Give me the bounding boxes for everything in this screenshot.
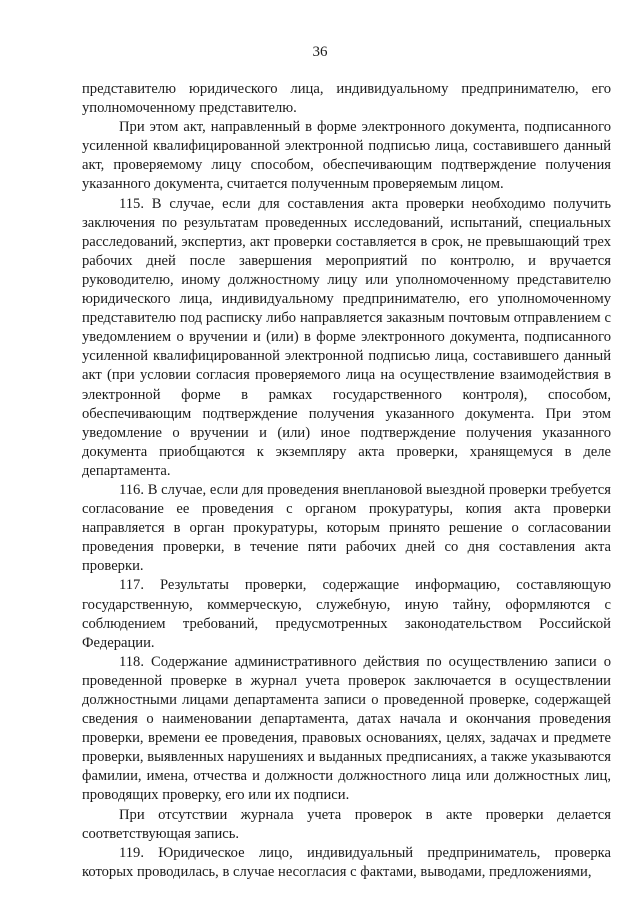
paragraph-119: 119. Юридическое лицо, индивидуальный предприниматель, проверка которых проводилась, в случае несогласия с фактами, выводами, предложениями, <box>82 844 611 880</box>
page-number: 36 <box>312 44 328 60</box>
paragraph-continuation: представителю юридического лица, индивидуальному предпринимателю, его уполномоченному представителю. <box>82 81 611 117</box>
paragraph-journal-absence: При отсутствии журнала учета проверок в акте проверки делается соответствующая запись. <box>82 806 611 842</box>
paragraph-118: 118. Содержание административного действия по осуществлению записи о проведенной проверке в журнал учета проверок заключается в осуществлении должностными лицами департамента записи о проведенной проверке, содержащей сведения о наименовании департамента, датах начала и окончания проведения проверки, времени ее проведения, правовых основаниях, целях, задачах и предмете проверки, выявленных нарушениях и выданных предписаниях, а также указываются фамилии, имена, отчества и должности должностного лица или должностных лиц, проводящих проверку, его или их подписи. <box>82 653 611 804</box>
document-body <box>82 80 611 882</box>
paragraph-115: 115. В случае, если для составления акта проверки необходимо получить заключения по результатам проведенных исследований, испытаний, специальных расследований, экспертиз, акт проверки составляется в срок, не превышающий трех рабочих дней после завершения мероприятий по контролю, и вручается руководителю, иному должностному лицу или уполномоченному представителю юридического лица, индивидуальному предпринимателю, его уполномоченному представителю под расписку либо направляется заказным почтовым отправлением с уведомлением о вручении и (или) в форме электронного документа, подписанного усиленной квалифицированной электронной подписью лица, составившего данный акт (при условии согласия проверяемого лица на осуществление взаимодействия в электронной форме в рамках государственного контроля), способом, обеспечивающим подтверждение получения указанного документа. При этом уведомление о вручении и (или) иное подтверждение получения указанного документа приобщаются к экземпляру акта проверки, хранящемуся в деле департамента. <box>82 195 611 479</box>
paragraph-electronic-act: При этом акт, направленный в форме электронного документа, подписанного усиленной квалифицированной электронной подписью лица, составившего данный акт, проверяемому лицу способом, обеспечивающим подтверждение получения указанного документа, считается полученным проверяемым лицом. <box>82 119 611 193</box>
paragraph-117: 117. Результаты проверки, содержащие информацию, составляющую государственную, коммерческую, служебную, иную тайну, оформляются с соблюдением требований, предусмотренных законодательством Российской Федерации. <box>82 577 611 651</box>
paragraph-116: 116. В случае, если для проведения внеплановой выездной проверки требуется согласование ее проведения с органом прокуратуры, копия акта проверки направляется в орган прокуратуры, которым принято решение о согласовании проведения проверки, в течение пяти рабочих дней со дня составления акта проверки. <box>82 481 611 575</box>
